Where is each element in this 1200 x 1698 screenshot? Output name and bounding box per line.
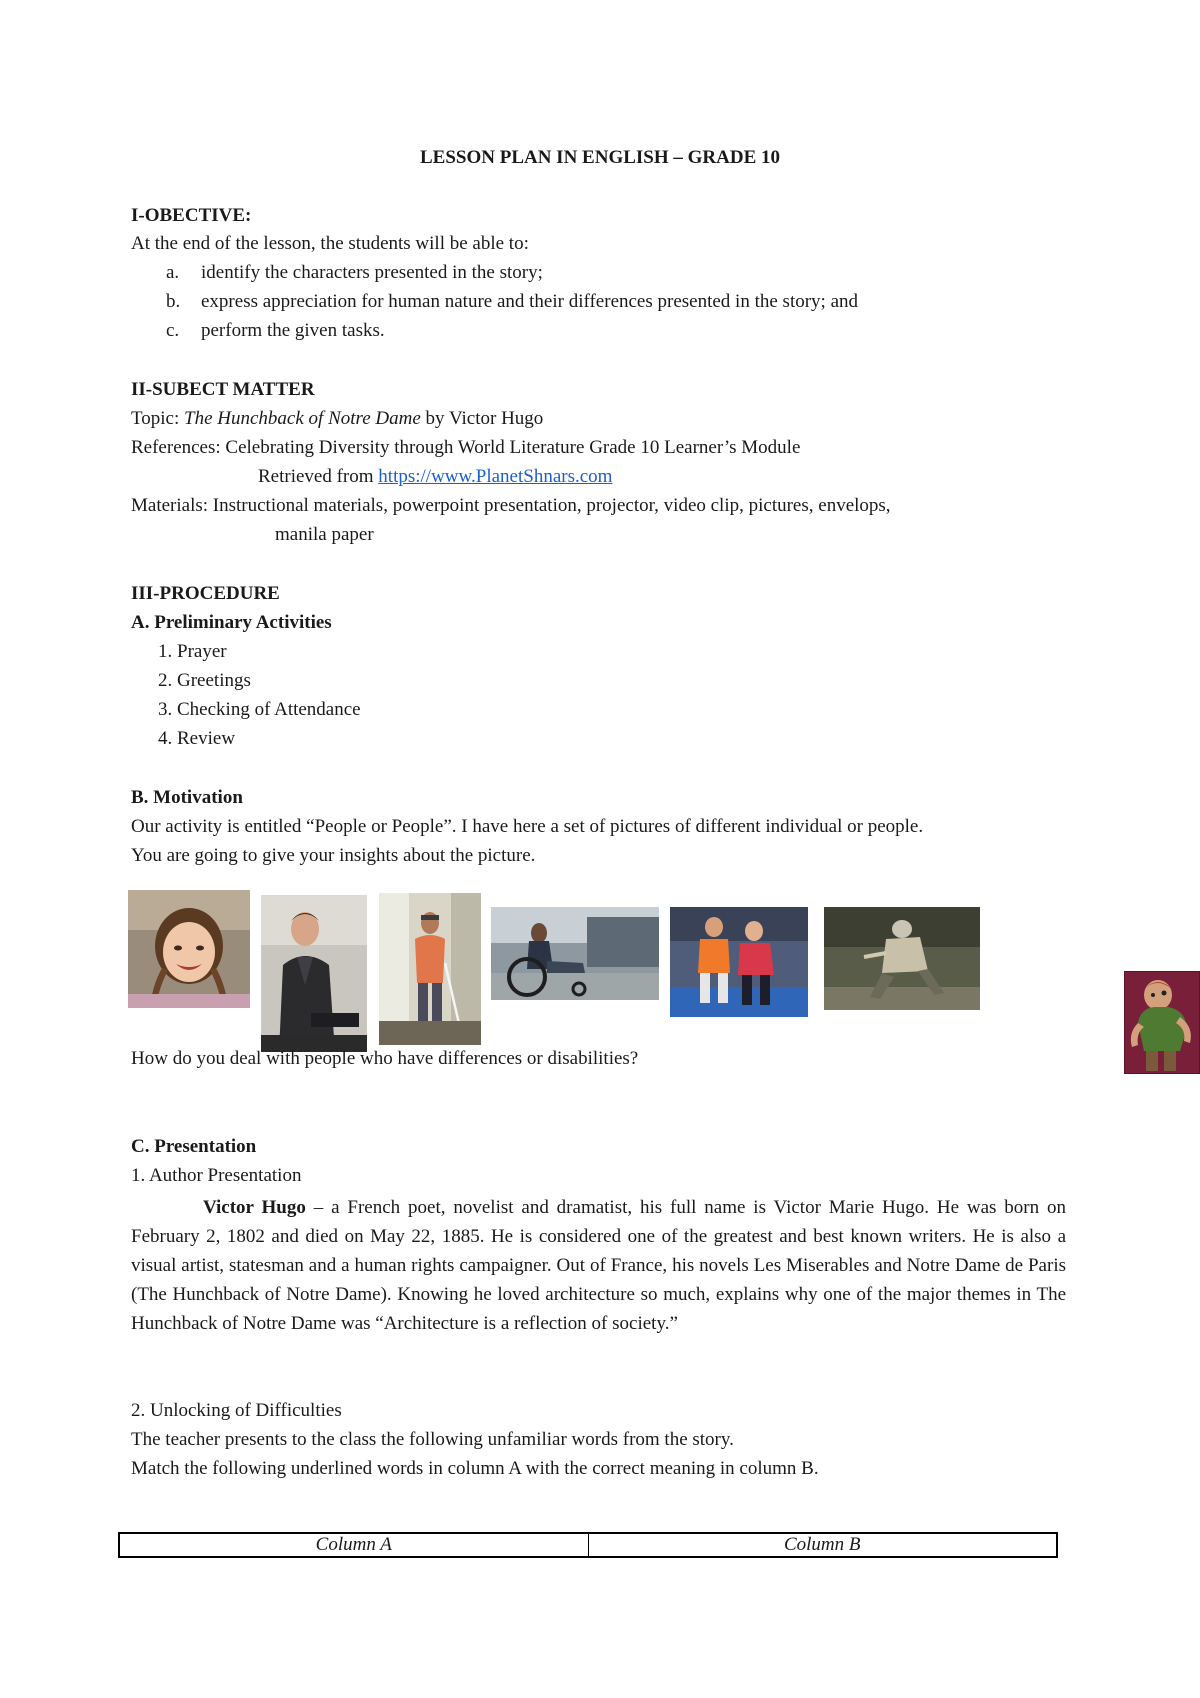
motivation-text: You are going to give your insights about the picture. xyxy=(131,845,536,866)
author-paragraph xyxy=(131,1193,1066,1338)
list-marker: c. xyxy=(166,320,180,341)
topic-title: The Hunchback of Notre Dame xyxy=(184,408,421,429)
preliminary-heading: A. Preliminary Activities xyxy=(131,612,332,633)
quasimodo-cartoon-image xyxy=(1124,971,1200,1074)
photo-man-speaker xyxy=(261,895,367,1052)
document-title: LESSON PLAN IN ENGLISH – GRADE 10 xyxy=(419,147,781,168)
unlocking-heading: 2. Unlocking of Difficulties xyxy=(131,1400,342,1421)
motivation-question: How do you deal with people who have differences or disabilities? xyxy=(131,1048,639,1069)
preliminary-item: 4. Review xyxy=(158,728,236,749)
procedure-heading: III-PROCEDURE xyxy=(131,583,280,604)
matching-table xyxy=(118,1532,1058,1558)
unlocking-text: The teacher presents to the class the following unfamiliar words from the story. xyxy=(131,1429,734,1450)
objective-heading: I-OBECTIVE: xyxy=(131,205,252,226)
preliminary-item: 3. Checking of Attendance xyxy=(158,699,361,720)
motivation-text: Our activity is entitled “People or People”. I have here a set of pictures of different individual or people. xyxy=(131,816,924,837)
author-bio: – a French poet, novelist and dramatist, his full name is Victor Marie Hugo. He was born on February 2, 1802 and died on May 22, 1885. He is considered one of the greatest and best known writers. He is also a visual artist, statesman and a human rights campaigner. Out of France, his novels Les Miserables and Notre Dame de Paris (The Hunchback of Notre Dame). Knowing he loved architecture so much, explains why one of the major themes in The Hunchback of Notre Dame was “Architecture is a reflection of society.” xyxy=(131,1197,1066,1334)
photo-man-with-cane xyxy=(379,893,481,1045)
objective-item: express appreciation for human nature and their differences presented in the story; and xyxy=(201,291,859,312)
objective-item: perform the given tasks. xyxy=(201,320,385,341)
presentation-heading: C. Presentation xyxy=(131,1136,257,1157)
unlocking-instruction: Match the following underlined words in column A with the correct meaning in column B. xyxy=(131,1458,819,1479)
reference-link[interactable]: https://www.PlanetShnars.com xyxy=(378,466,613,487)
photo-smiling-girl xyxy=(128,890,250,1008)
retrieved-label: Retrieved from xyxy=(258,466,379,487)
topic-author: by Victor Hugo xyxy=(420,408,544,429)
author-name: Victor Hugo xyxy=(203,1197,306,1218)
topic-label: Topic: xyxy=(131,408,185,429)
photo-sports-players xyxy=(670,907,808,1017)
photo-man-crouching xyxy=(824,907,980,1010)
retrieved-line xyxy=(258,465,612,489)
subject-matter-heading: II-SUBECT MATTER xyxy=(131,379,315,400)
photo-wheelchair-woman xyxy=(491,907,659,1000)
preliminary-item: 2. Greetings xyxy=(158,670,251,691)
list-marker: a. xyxy=(166,262,180,283)
preliminary-item: 1. Prayer xyxy=(158,641,227,662)
objective-intro: At the end of the lesson, the students will be able to: xyxy=(131,233,529,254)
column-a-header: Column A xyxy=(315,1534,392,1555)
motivation-heading: B. Motivation xyxy=(131,787,243,808)
materials-continuation: manila paper xyxy=(275,524,374,545)
materials-line: Materials: Instructional materials, powerpoint presentation, projector, video clip, pictures, envelops, xyxy=(131,495,891,516)
topic-line xyxy=(131,407,543,431)
objective-item: identify the characters presented in the story; xyxy=(201,262,543,283)
list-marker: b. xyxy=(166,291,181,312)
column-b-header: Column B xyxy=(588,1534,1057,1556)
references-line: References: Celebrating Diversity through World Literature Grade 10 Learner’s Module xyxy=(131,437,801,458)
author-presentation-heading: 1. Author Presentation xyxy=(131,1165,302,1186)
